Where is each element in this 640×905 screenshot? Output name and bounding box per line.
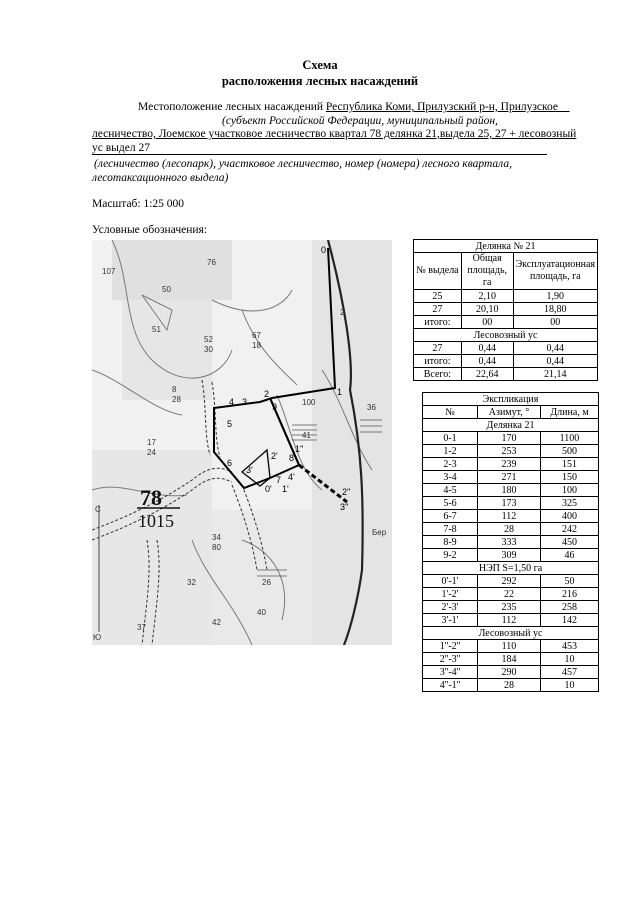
table-row [423,510,599,523]
table-cell: 290 [478,666,541,679]
table-row [414,355,598,368]
table-cell: 110 [478,640,541,653]
point-2pp: 2'' [342,487,351,497]
table-cell: 4''-1'' [423,679,478,692]
table-cell: 2''-3'' [423,653,478,666]
table-cell: 0-1 [423,432,478,445]
table-cell: 2'-3' [423,601,478,614]
vydel-label: 80 [212,543,221,552]
plot-table [413,239,598,381]
col-header: Общая площадь, га [461,253,513,290]
table-cell: 258 [541,601,599,614]
table-cell: 50 [541,575,599,588]
vydel-label: 100 [302,398,316,407]
table-cell: 235 [478,601,541,614]
table-cell: 21,14 [513,368,597,381]
table-cell: 6-7 [423,510,478,523]
table-cell: 173 [478,497,541,510]
table-cell: 10 [541,653,599,666]
vydel-label: 2 [340,308,345,317]
col-header: № выдела [414,253,462,290]
table-cell: 142 [541,614,599,627]
vydel-label: 51 [152,325,161,334]
table-cell: 00 [461,316,513,329]
table-cell: 309 [478,549,541,562]
table-cell: 333 [478,536,541,549]
quarter-area: 1015 [138,511,174,531]
map-side-text: Бер [372,528,387,537]
table-row [423,653,599,666]
point-7: 7 [276,475,282,485]
table-cell: 27 [414,342,462,355]
col-header: № [423,406,478,419]
plot-table-title: Делянка № 21 [414,240,598,253]
vydel-label: 17 [147,438,156,447]
forestry-note-1: (лесничество (лесопарк), участковое лесничество, номер (номера) лесного квартала, [94,158,512,170]
vydel-label: 50 [162,285,171,294]
table-cell: 2-3 [423,458,478,471]
table-row [423,640,599,653]
table-cell: 7-8 [423,523,478,536]
quarter-number: 78 [140,485,162,510]
col-header: Азимут, ° [478,406,541,419]
table-cell: 1-2 [423,445,478,458]
compass-south: Ю [93,633,102,642]
section-heading: НЭП S=1,50 га [423,562,599,575]
table-cell: 457 [541,666,599,679]
table-cell: 8-9 [423,536,478,549]
table-cell: 170 [478,432,541,445]
table-row [423,523,599,536]
table-cell: 242 [541,523,599,536]
table-row [423,588,599,601]
point-4: 4 [229,397,235,407]
table-row [423,445,599,458]
table-cell: 2,10 [461,290,513,303]
point-1pp: 1'' [295,444,304,454]
table-row [423,601,599,614]
table-row [423,471,599,484]
vydel-label: 67 [252,331,261,340]
table-cell: 1'-2' [423,588,478,601]
table-cell: 46 [541,549,599,562]
explication-table [422,392,599,692]
point-0p: 0' [265,484,272,494]
plot-table-subtitle: Лесовозный ус [414,329,598,342]
vydel-label: 24 [147,448,156,457]
table-cell: 27 [414,303,462,316]
table-cell: 1,90 [513,290,597,303]
point-3: 3 [242,397,248,407]
table-row [423,575,599,588]
vydel-label: 40 [257,608,266,617]
point-2: 2 [264,389,270,399]
table-cell: итого: [414,316,462,329]
vydel-label: 42 [212,618,221,627]
table-row [423,458,599,471]
table-row [423,614,599,627]
point-2p: 2' [271,451,278,461]
table-row [414,290,598,303]
location-value: Республика Коми, Прилузский р-н, Прилузское [325,101,559,113]
table-cell: 151 [541,458,599,471]
table-cell: 112 [478,510,541,523]
table-cell: 3'-1' [423,614,478,627]
table-row [423,497,599,510]
table-cell: 22,64 [461,368,513,381]
table-cell: Всего: [414,368,462,381]
point-6: 6 [227,458,233,468]
table-row [423,536,599,549]
table-cell: 500 [541,445,599,458]
point-3pp: 3'' [340,502,349,512]
table-cell: 0,44 [461,342,513,355]
table-cell: 253 [478,445,541,458]
table-cell: 271 [478,471,541,484]
forestry-line-2 [92,142,547,155]
point-4p: 4' [288,472,295,482]
table-cell: 20,10 [461,303,513,316]
table-row [414,368,598,381]
table-cell: 450 [541,536,599,549]
table-cell: 1100 [541,432,599,445]
forestry-line-2-text: ус выдел 27 [92,142,150,154]
table-row [423,432,599,445]
vydel-label: 32 [187,578,196,587]
table-row [423,549,599,562]
vydel-label: 36 [367,403,376,412]
vydel-label: 30 [204,345,213,354]
table-cell: 0'-1' [423,575,478,588]
compass-north: С [95,505,101,514]
table-cell: 5-6 [423,497,478,510]
table-cell: 00 [513,316,597,329]
table-cell: 0,44 [513,355,597,368]
table-cell: 28 [478,679,541,692]
vydel-label: 18 [252,341,261,350]
vydel-label: 107 [102,267,116,276]
table-cell: 9-2 [423,549,478,562]
table-cell: 3''-4'' [423,666,478,679]
table-cell: итого: [414,355,462,368]
vydel-label: 28 [172,395,181,404]
table-row [414,316,598,329]
location-label: Местоположение лесных насаждений [138,101,324,113]
table-cell: 3-4 [423,471,478,484]
forestry-line: лесничество, Лоемское участковое лесничество квартал 78 делянка 21,выдела 25, 27 + лесовозный [92,128,577,140]
table-cell: 0,44 [461,355,513,368]
table-cell: 10 [541,679,599,692]
explication-title: Экспликация [423,393,599,406]
table-row [423,679,599,692]
forestry-note-2: лесотаксационного выдела) [92,172,229,184]
table-row [423,484,599,497]
col-header: Длина, м [541,406,599,419]
table-cell: 184 [478,653,541,666]
point-1p: 1' [282,484,289,494]
table-cell: 150 [541,471,599,484]
doc-title: Схема [302,58,338,72]
subject-note: (субъект Российской Федерации, муниципальный район, [222,115,498,127]
point-3p: 3' [246,465,253,475]
table-cell: 25 [414,290,462,303]
point-9: 9 [272,402,278,412]
point-1: 1 [337,387,343,397]
table-cell: 18,80 [513,303,597,316]
table-cell: 22 [478,588,541,601]
vydel-label: 76 [207,258,216,267]
table-row [423,666,599,679]
table-cell: 28 [478,523,541,536]
table-cell: 4-5 [423,484,478,497]
vydel-label: 26 [262,578,271,587]
table-row [414,342,598,355]
vydel-label: 41 [302,431,311,440]
table-cell: 1''-2'' [423,640,478,653]
point-8: 8 [289,453,295,463]
doc-subtitle: расположения лесных насаждений [221,74,419,88]
point-0: 0 [321,245,327,255]
table-cell: 292 [478,575,541,588]
vydel-label: 37 [137,623,146,632]
scale-label: Масштаб: 1:25 000 [92,198,185,210]
forest-map [92,240,392,645]
point-5: 5 [227,419,233,429]
vydel-label: 34 [212,533,221,542]
table-cell: 112 [478,614,541,627]
section-heading: Лесовозный ус [423,627,599,640]
table-cell: 216 [541,588,599,601]
vydel-label: 52 [204,335,213,344]
table-cell: 180 [478,484,541,497]
location-line [138,101,570,113]
table-cell: 400 [541,510,599,523]
col-header: Эксплуатационная площадь, га [513,253,597,290]
section-heading: Делянка 21 [423,419,599,432]
table-cell: 325 [541,497,599,510]
table-cell: 453 [541,640,599,653]
vydel-label: 8 [172,385,177,394]
table-cell: 100 [541,484,599,497]
table-row [414,303,598,316]
legend-label: Условные обозначения: [92,224,208,236]
table-cell: 0,44 [513,342,597,355]
table-cell: 239 [478,458,541,471]
